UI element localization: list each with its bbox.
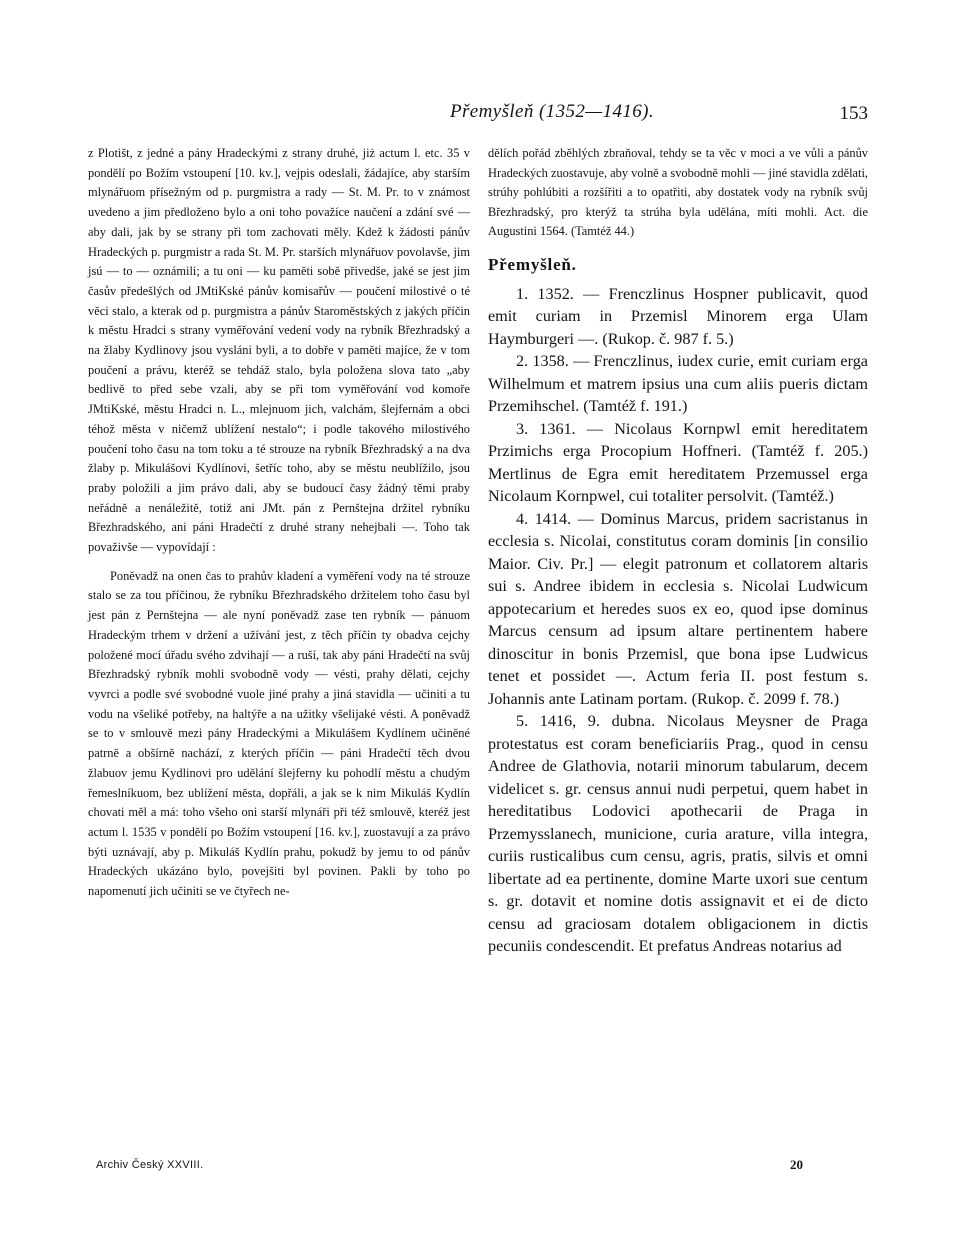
entry-5: 5. 1416, 9. dubna. Nicolaus Meysner de Praga protestatus est coram beneficiariis Prag., quod in censu Andree de Glathovia, notarii minorum tabularum, decem videlicet s. gr. census annui nudi perpetui, quem habet in hereditatibus Lodovici apothecarii de Praga in Przemysslanech, municione, curia arature, villa integra, curiis rusticalibus cum censu, agris, pratis, silvis et omni libertate ad ea pertinente, domine Marte uxori sue centum s. gr. dotavit et nomine dotis assignavit et ei de dicto censu ad graciosam dotalem obligacionem in dictis pecuniis condescendit. Et prefatus Andreas notarius ad [488, 712, 868, 956]
entry-2: 2. 1358. — Frenczlinus, iudex curie, emit curiam erga Wilhelmum et matrem ipsius una cum aliis pueris dictam Przemihschel. (Tamtéž f. 191.) [488, 352, 868, 416]
page-number: 153 [839, 103, 868, 124]
left-paragraph-1: z Plotišt, z jedné a pány Hradeckými z strany druhé, jiż actum l. etc. 35 v pondělí po Božím vstoupení [10. kv.], vejpis odeslali, žádajíce, aby starším mlynářuom přísežným od p. purgmistra a rady — St. M. Pr. to v známost uvedeno a jim předloženo bylo a oni toho považíce naučení a zdání své — aby dali, jak by se strany při tom zachovati měly. Kdež k žádosti pánův Hradeckých p. purgmistr a rada St. M. Pr. starších mlynářuov povolavše, jim jsú — to — oznámili; a tu oni — ku paměti sobě přivedše, jaké se jest jim časův předešlých od JMtiKské pánův komisařův — poučení milostivé o té věci stalo, a kterak od p. purgmistra a pánův Staroměstských z jakých příčin k městu Hradci s strany vyměřování vedení vody na rybník Březhradský a na žlaby Kydlinovy jsou vysláni byli, a to dobře v paměti majíce, že v tom poučení a právu, kteréž se tehdáž stalo, byla položena slova tato „aby bedlivě to před sebe vzali, aby se při tom vyměřování vod komoře JMtiKské, městu Hradci n. L., mlejnuom jich, valchám, šlejfernám a obci téhož města v ničemž ublížení nestalo“; i podle takového milostivého poučení toho času na tom toku a té strouze na rybník Březhradský a na dva žlaby p. Mikulášovi Kydlínovi, šetříc toho, aby se městu neublížilo, jsou praby položili a jim právo dali, aby se budoucí časy žádný těmi praby neřádně a nenáležitě, totiž ani JMt. pán z Pernštejna držitel rybníku Březhradského, ani páni Hradečtí z druhé strany nehejbali —. Toho tak považivše — vypovídají : [88, 146, 470, 555]
section-heading: Přemyšleň. [488, 254, 577, 274]
entry-4: 4. 1414. — Dominus Marcus, pridem sacristanus in ecclesia s. Nicolai, constitutus coram dominis [in consilio Maior. Civ. Pr.] — elegit patronum et collatorem altaris sui s. Andree ibidem in ecclesia s. Nicolai Ludwicum appotecarium et heredes suos ex eo, quod ipse dominus Marcus censum ad ipsum altare pertinentem habere dinoscitur in bonis Przemisl, que bona ipse Ludwicus tenet et possidet —. Actum feria II. post festum s. Johannis ante Latinam portam. (Rukop. č. 2099 f. 78.) [488, 509, 868, 708]
right-continuation-paragraph: dělích pořád zběhlých zbraňoval, tehdy se ta věc v moci a ve vůli a pánův Hradeckých zuostavuje, aby volně a svobodně mohli — jiné stavidla zdělati, strúhy pohlúbiti a rozšířiti a to opatřiti, aby dostatek vody na rybník svůj Březhradský, pro kterýž ta strúha byla udělána, míti mohli. Act. die Augustini 1564. (Tamtéž 44.) [488, 146, 868, 239]
page-header [80, 101, 880, 131]
footer-sheet-number: 20 [790, 1157, 803, 1172]
entry-3: 3. 1361. — Nicolaus Kornpwl emit hereditatem Przimichs erga Procopium Hoffneri. (Tamtéž f. 205.) Mertlinus de Egra emit hereditatem Przemussel erga Nicolaum Kornpwel, cui totaliter persolvit. (Tamtéž.) [488, 419, 868, 506]
left-column [88, 144, 470, 902]
running-title: Přemyšleň (1352—1416). [450, 101, 655, 122]
footer-signature: Archiv Český XXVIII. [96, 1159, 204, 1171]
left-paragraph-2: Poněvadž na onen čas to prahův kladení a vyměření vody na té strouze stalo se za tou příčinou, že rybníku Březhradského držitelem toho času byl jest pán z Pernštejna — ale nyní poněvadž zase ten rybník — pánuom Hradeckým trhem v držení a užívání jest, z těch příčin ty obadva cejchy položené mocí úřadu svého zdvihají — a ruší, tak aby páni Hradečtí na svůj Březhradský rybník mohli svobodně vody — vésti, prahy dělati, cejchy vyvrci a podle své svobodné vuole jiné prahy a jiná stavidla — učiniti a tu vodu na všeliké potřeby, na haltýře a na užitky všelijaké vésti. A poněvadž se to v smlouvě mezi pány Hradeckými a Mikulášem Kydlínem učiněné patrně a obšírně nachází, z kterých příčin — páni Hradečtí těch dvou žlabuov jemu Kydlinovi pro udělání šlejferny ku pohodlí městu a chudým řemeslníkuom, bez ublížení města, dopřáli, a jak se k nim Mikuláš Kydlín chovati měl a má: toho všeho oni starší mlynáři při též smlouvě, kteréž jest actum l. 1535 v pondělí po Božím vstoupení [16. kv.], zuostavují a za právo býti uznávají, aby p. Mikuláš Kydlín prahu, pokudž by jemu to od pánův Hradeckých ukázáno bylo, povejšiti byl povinen. Pakli by toho po napomenutí jich učiniti se ve čtyřech ne- [88, 568, 470, 899]
right-column [488, 144, 868, 958]
entry-1: 1. 1352. — Frenczlinus Hospner publicavit, quod emit curiam in Przemisl Minorem erga Ulam Haymburgeri —. (Rukop. č. 987 f. 5.) [488, 284, 868, 348]
